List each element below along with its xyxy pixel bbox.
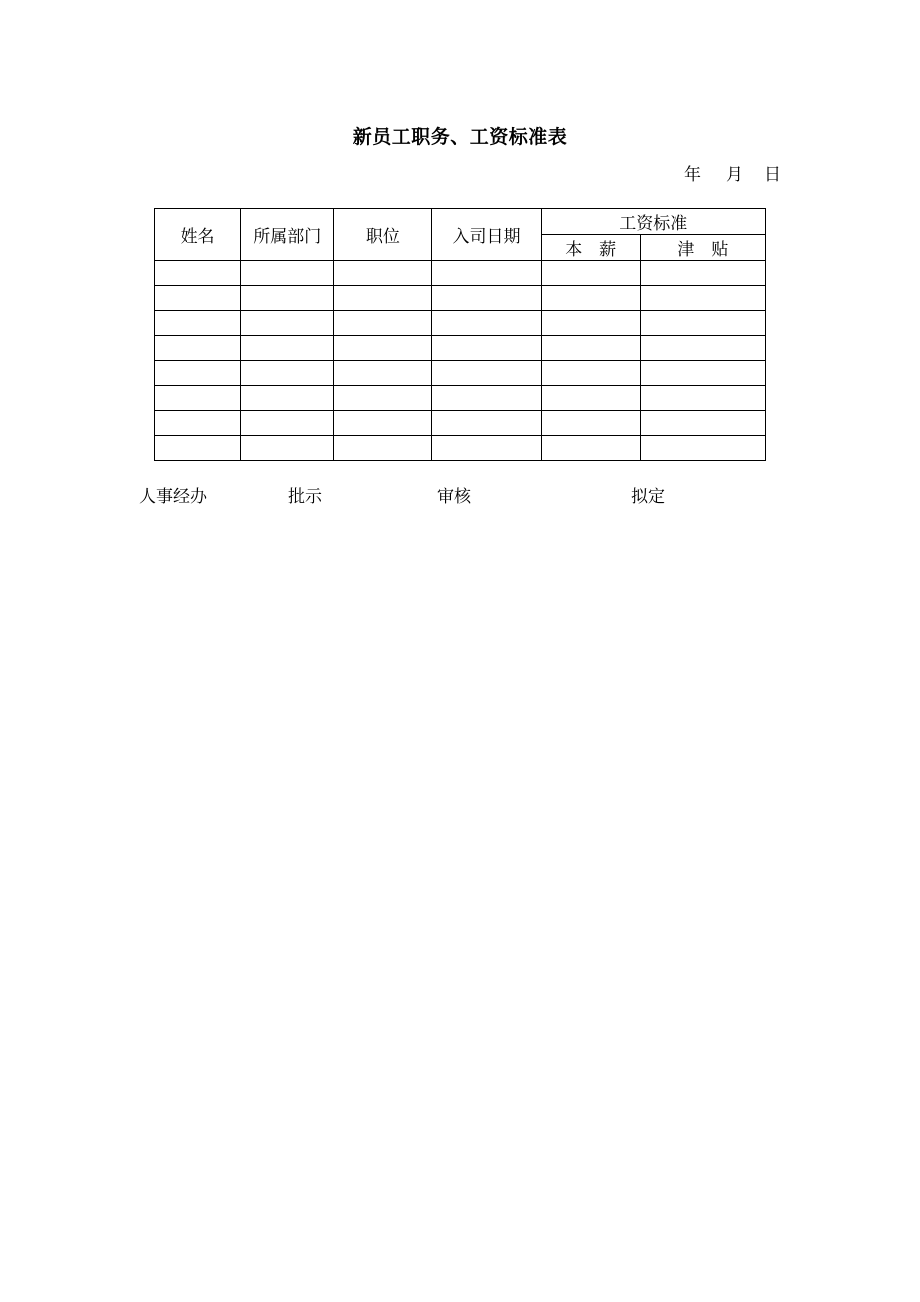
header-position: 职位: [334, 209, 432, 261]
table-cell: [155, 361, 241, 386]
table-cell: [155, 261, 241, 286]
header-join-date: 入司日期: [432, 209, 541, 261]
table-cell: [241, 261, 334, 286]
signature-line: [0, 482, 920, 506]
table-cell: [432, 311, 541, 336]
table-cell: [155, 386, 241, 411]
table-cell: [640, 361, 765, 386]
table-cell: [241, 286, 334, 311]
table-cell: [155, 411, 241, 436]
header-department: 所属部门: [241, 209, 334, 261]
table-row: [155, 336, 766, 361]
table-cell: [432, 361, 541, 386]
table-body: [155, 261, 766, 461]
table-cell: [541, 386, 640, 411]
table-cell: [155, 336, 241, 361]
table-cell: [640, 436, 765, 461]
table-cell: [334, 411, 432, 436]
table-row: [155, 311, 766, 336]
table-cell: [432, 436, 541, 461]
table-cell: [155, 436, 241, 461]
table-cell: [640, 386, 765, 411]
table-row: [155, 411, 766, 436]
date-line: [684, 160, 781, 185]
table-row: [155, 361, 766, 386]
table-cell: [334, 436, 432, 461]
signature-review: 审核: [437, 487, 471, 507]
table-cell: [241, 436, 334, 461]
table-cell: [334, 386, 432, 411]
date-month-label: 月: [726, 165, 743, 185]
table-cell: [334, 286, 432, 311]
table-cell: [334, 336, 432, 361]
signature-hr-handler: 人事经办: [139, 487, 207, 507]
table-cell: [432, 261, 541, 286]
table-cell: [432, 286, 541, 311]
date-day-label: 日: [764, 165, 781, 185]
header-salary-standard: 工资标准: [541, 209, 765, 235]
table-cell: [541, 361, 640, 386]
header-allowance: 津 贴: [640, 235, 765, 261]
document-title: 新员工职务、工资标准表: [352, 126, 568, 148]
table-cell: [432, 411, 541, 436]
table-cell: [155, 286, 241, 311]
table-cell: [541, 336, 640, 361]
table-cell: [541, 311, 640, 336]
table-row: [155, 286, 766, 311]
table-cell: [640, 261, 765, 286]
date-year-label: 年: [684, 165, 701, 185]
header-name: 姓名: [155, 209, 241, 261]
signature-approve: 批示: [288, 487, 322, 507]
signature-draft: 拟定: [631, 487, 665, 507]
table-cell: [541, 261, 640, 286]
table-cell: [432, 336, 541, 361]
table-cell: [640, 336, 765, 361]
table-cell: [241, 386, 334, 411]
table-cell: [432, 386, 541, 411]
table-row: [155, 261, 766, 286]
table-cell: [334, 361, 432, 386]
table-row: [155, 436, 766, 461]
table-cell: [241, 411, 334, 436]
table-cell: [640, 286, 765, 311]
table-row: [155, 386, 766, 411]
table-cell: [334, 311, 432, 336]
table-cell: [241, 311, 334, 336]
salary-standard-table: [154, 208, 766, 461]
header-base-pay: 本 薪: [541, 235, 640, 261]
table-cell: [541, 436, 640, 461]
table-cell: [541, 411, 640, 436]
table-cell: [541, 286, 640, 311]
table-cell: [640, 411, 765, 436]
table-cell: [334, 261, 432, 286]
table-cell: [241, 361, 334, 386]
table-cell: [241, 336, 334, 361]
table-cell: [155, 311, 241, 336]
table-cell: [640, 311, 765, 336]
